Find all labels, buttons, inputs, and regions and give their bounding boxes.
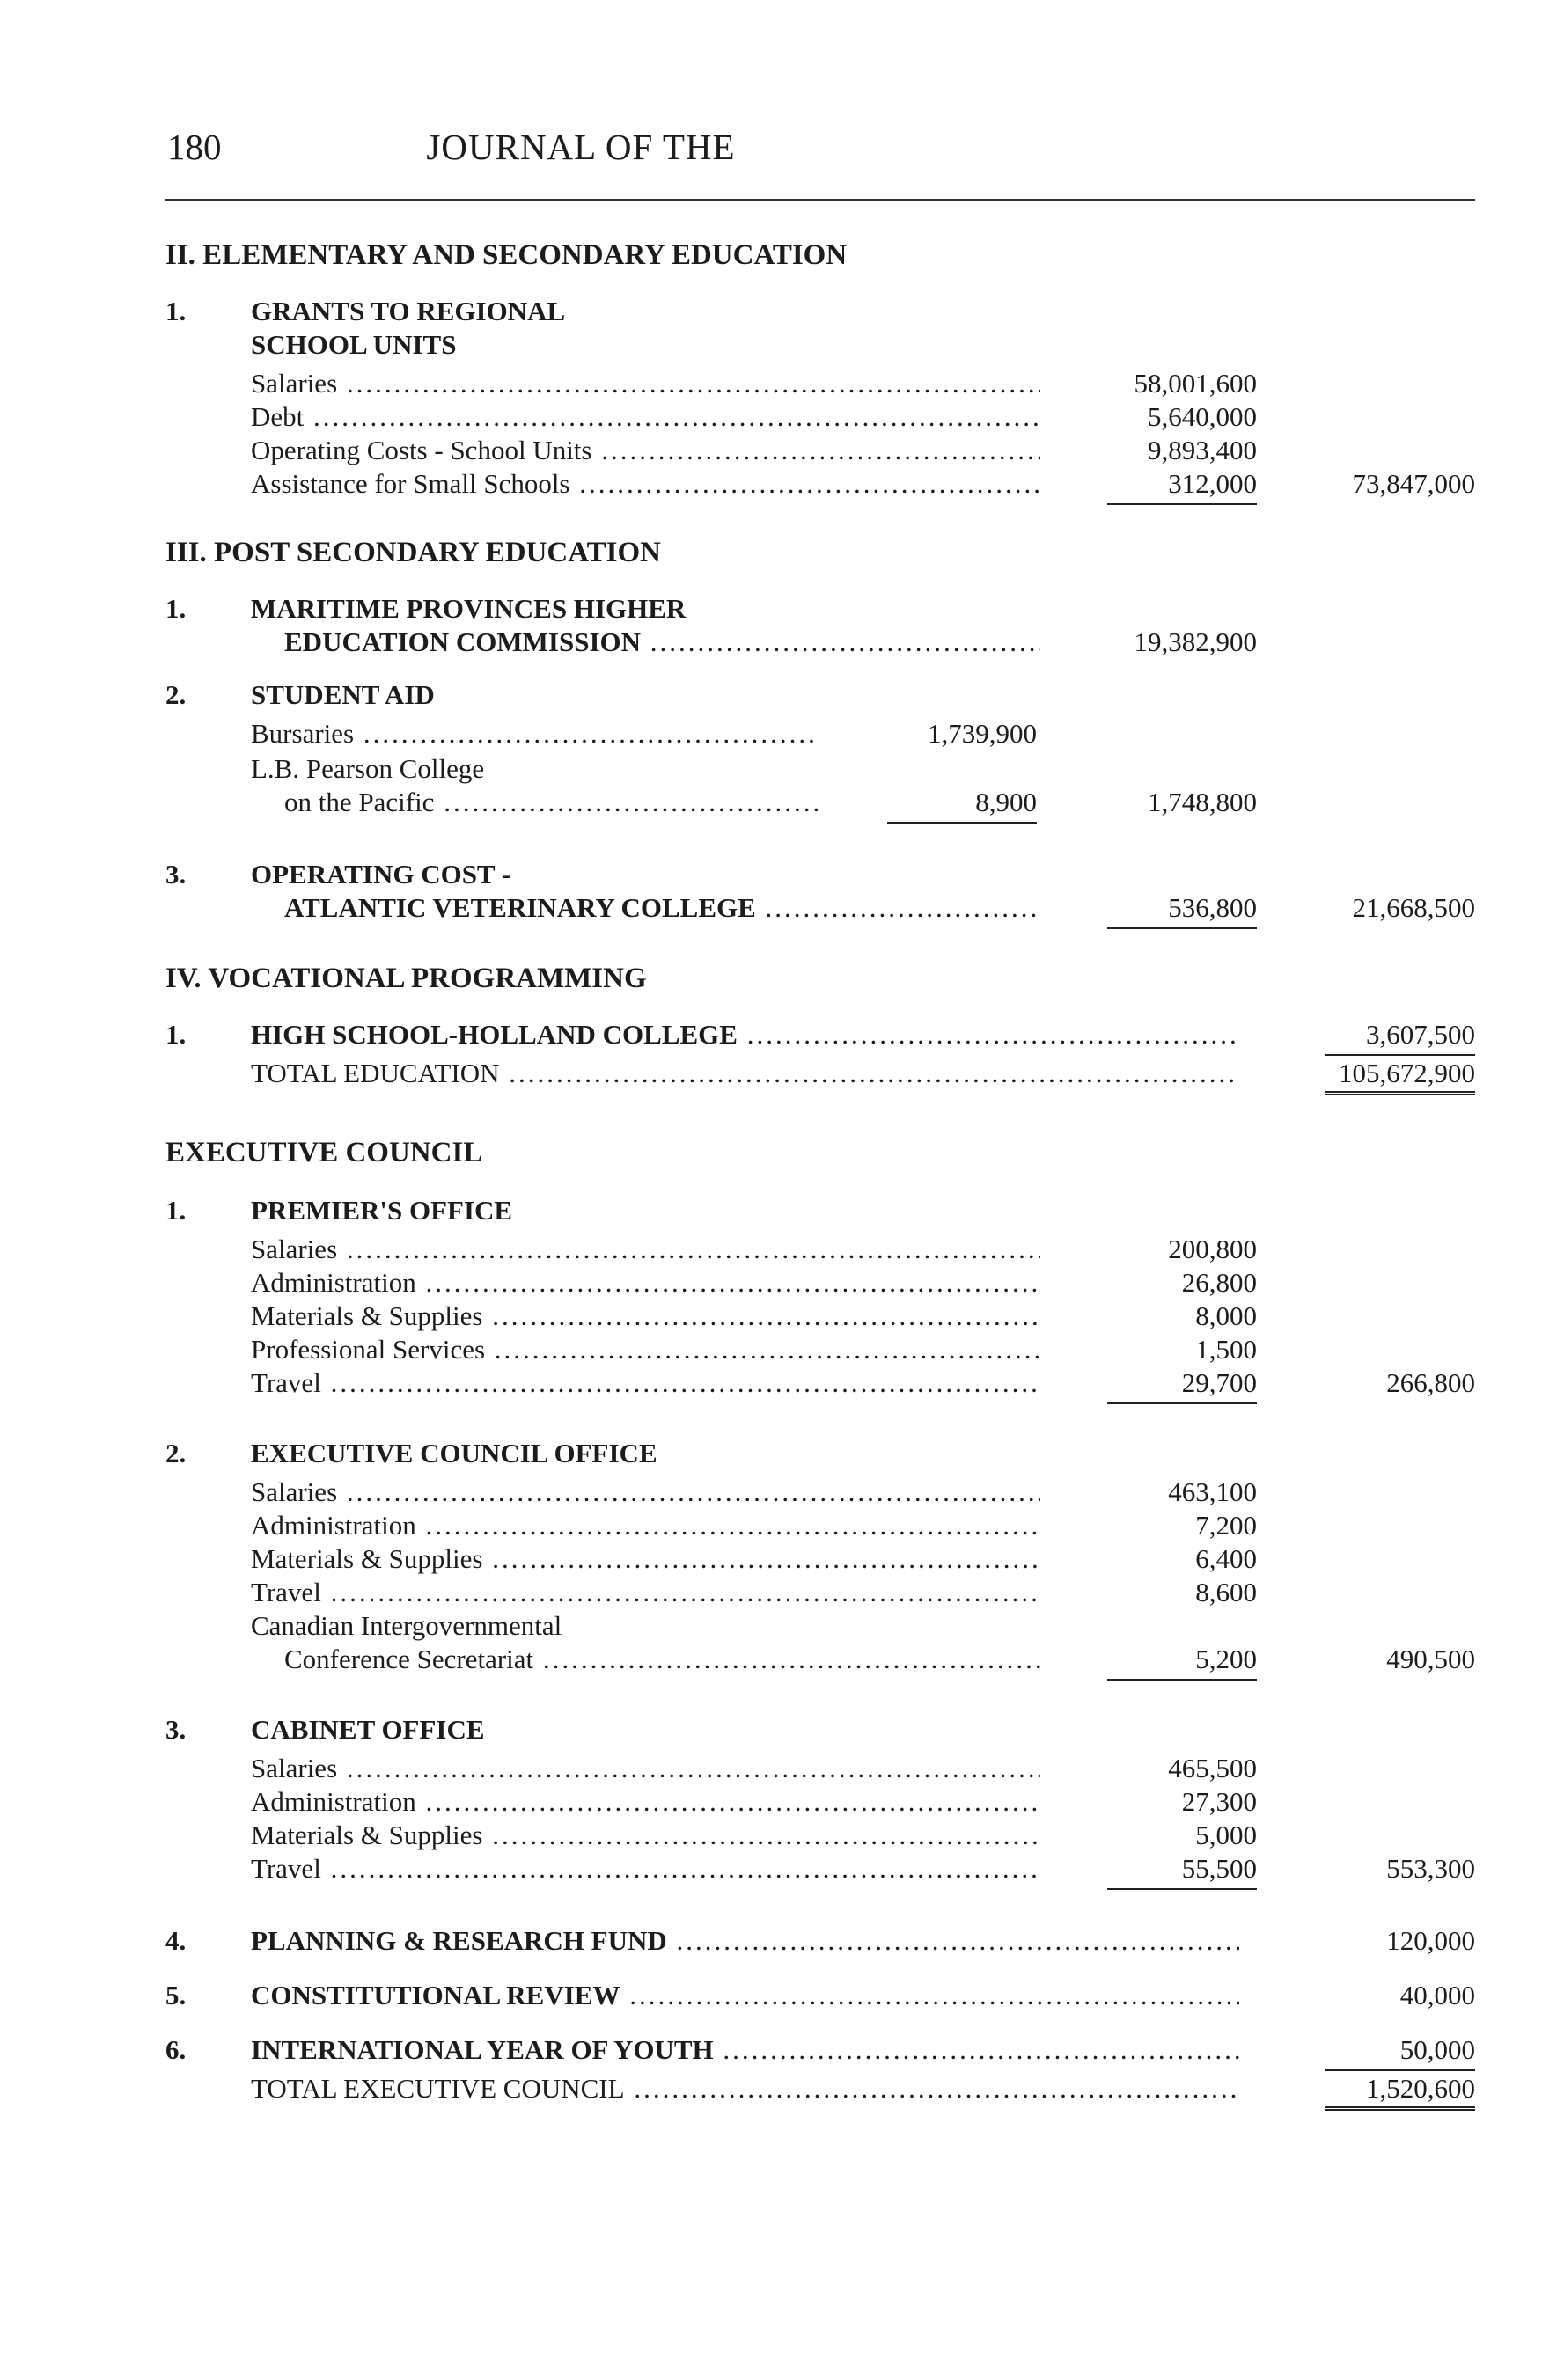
amount-col2: 463,100 xyxy=(1168,1476,1257,1507)
table-row xyxy=(0,1784,1542,1820)
amount-total: 50,000 xyxy=(1325,2032,1475,2071)
amount-col2: 1,500 xyxy=(1195,1334,1257,1365)
line-item-label: Conference Secretariat ..... xyxy=(284,1642,1040,1677)
amount-col2: 8,000 xyxy=(1195,1300,1257,1331)
line-item-label: PREMIER'S OFFICE xyxy=(251,1195,513,1226)
table-row xyxy=(0,1017,1542,1052)
line-item-label: INTERNATIONAL YEAR OF YOUTH ..... xyxy=(251,2032,1239,2068)
line-item-label: Travel ..... xyxy=(251,1575,1040,1610)
line-item-label: Materials & Supplies ..... xyxy=(251,1818,1040,1853)
table-row xyxy=(0,1818,1542,1853)
table-row xyxy=(0,1642,1542,1677)
amount-total: 553,300 xyxy=(1386,1853,1475,1884)
line-item-label: Debt ..... xyxy=(251,399,1040,435)
amount-col1: 1,739,900 xyxy=(928,718,1037,749)
line-item-label: MARITIME PROVINCES HIGHER xyxy=(251,593,687,624)
line-item-label: CABINET OFFICE xyxy=(251,1714,485,1745)
line-item-label: Operating Costs - School Units ..... xyxy=(251,433,1040,468)
line-item-label: Salaries ..... xyxy=(251,1232,1040,1267)
item-number: 5. xyxy=(165,1980,187,2010)
table-row xyxy=(0,2032,1542,2068)
line-item-label: TOTAL EDUCATION ..... xyxy=(251,1056,1239,1091)
page-number: 180 xyxy=(167,127,222,167)
table-row xyxy=(0,677,1542,713)
line-item-label: Materials & Supplies ..... xyxy=(251,1542,1040,1577)
amount-col1: 8,900 xyxy=(887,785,1037,824)
line-item-label: Salaries ..... xyxy=(251,1475,1040,1510)
item-number: 3. xyxy=(165,859,187,890)
amount-total: 3,607,500 xyxy=(1325,1017,1475,1056)
table-row xyxy=(0,591,1542,626)
amount-col2: 5,200 xyxy=(1107,1642,1257,1681)
table-row xyxy=(0,1851,1542,1886)
amount-total: 1,520,600 xyxy=(1325,2071,1475,2111)
line-item-label: Canadian Intergovernmental xyxy=(251,1610,562,1641)
amount-col2: 27,300 xyxy=(1181,1786,1257,1817)
line-item-label: Salaries ..... xyxy=(251,1751,1040,1786)
table-row xyxy=(0,1299,1542,1334)
table-row xyxy=(0,1712,1542,1747)
table-row xyxy=(0,1575,1542,1610)
table-row xyxy=(0,433,1542,468)
amount-col2: 5,640,000 xyxy=(1148,401,1257,432)
amount-col2: 26,800 xyxy=(1181,1267,1257,1298)
amount-col2: 312,000 xyxy=(1107,466,1257,505)
amount-total: 105,672,900 xyxy=(1325,1056,1475,1095)
amount-col2: 9,893,400 xyxy=(1148,435,1257,465)
line-item-label: TOTAL EXECUTIVE COUNCIL ..... xyxy=(251,2071,1239,2106)
amount-col2: 536,800 xyxy=(1107,890,1257,929)
line-item-label: Administration ..... xyxy=(251,1784,1040,1820)
table-row xyxy=(0,1978,1542,2013)
amount-total: 266,800 xyxy=(1386,1367,1475,1398)
amount-total: 40,000 xyxy=(1399,1980,1475,2010)
line-item-label: PLANNING & RESEARCH FUND ..... xyxy=(251,1923,1239,1959)
item-number: 1. xyxy=(165,593,187,624)
item-number: 4. xyxy=(165,1925,187,1956)
table-row xyxy=(0,1193,1542,1228)
amount-total: 21,668,500 xyxy=(1352,892,1475,923)
table-row xyxy=(0,1608,1542,1644)
section-heading-label: III. POST SECONDARY EDUCATION xyxy=(165,537,661,568)
amount-col2: 200,800 xyxy=(1168,1234,1257,1264)
section-heading xyxy=(0,238,1542,273)
line-item-label: GRANTS TO REGIONAL xyxy=(251,296,566,326)
amount-col2: 19,382,900 xyxy=(1134,626,1257,657)
table-row xyxy=(0,1542,1542,1577)
item-number: 6. xyxy=(165,2034,187,2065)
line-item-label: OPERATING COST - xyxy=(251,859,511,890)
line-item-label: Administration ..... xyxy=(251,1265,1040,1300)
amount-total: 120,000 xyxy=(1386,1925,1475,1956)
item-number: 1. xyxy=(165,1019,187,1050)
line-item-label: EXECUTIVE COUNCIL OFFICE xyxy=(251,1438,657,1468)
table-row xyxy=(0,1265,1542,1300)
table-row xyxy=(0,857,1542,892)
amount-col2: 58,001,600 xyxy=(1134,368,1257,399)
line-item-label: CONSTITUTIONAL REVIEW ..... xyxy=(251,1978,1239,2013)
amount-col2: 6,400 xyxy=(1195,1543,1257,1574)
table-row xyxy=(0,1751,1542,1786)
line-item-label: Travel ..... xyxy=(251,1366,1040,1401)
amount-col2: 7,200 xyxy=(1195,1510,1257,1541)
section-heading xyxy=(0,535,1542,570)
amount-total: 490,500 xyxy=(1386,1644,1475,1674)
section-heading xyxy=(0,1135,1542,1170)
table-row xyxy=(0,716,1542,751)
line-item-label: Professional Services ..... xyxy=(251,1332,1040,1367)
amount-col2: 8,600 xyxy=(1195,1577,1257,1607)
table-row xyxy=(0,399,1542,435)
section-heading-label: EXECUTIVE COUNCIL xyxy=(165,1137,483,1168)
item-number: 2. xyxy=(165,1438,187,1468)
header-rule xyxy=(165,199,1475,201)
table-row xyxy=(0,327,1542,362)
line-item-label: HIGH SCHOOL-HOLLAND COLLEGE ..... xyxy=(251,1017,1239,1052)
table-row xyxy=(0,1475,1542,1510)
table-row xyxy=(0,1056,1542,1091)
table-row xyxy=(0,1332,1542,1367)
item-number: 1. xyxy=(165,296,187,326)
line-item-label: Materials & Supplies ..... xyxy=(251,1299,1040,1334)
line-item-label: L.B. Pearson College xyxy=(251,753,485,784)
table-row xyxy=(0,785,1542,820)
line-item-label: Administration ..... xyxy=(251,1508,1040,1543)
amount-col2: 465,500 xyxy=(1168,1753,1257,1783)
page-title: JOURNAL OF THE xyxy=(426,127,736,167)
line-item-label: on the Pacific ..... xyxy=(284,785,819,820)
table-row xyxy=(0,1232,1542,1267)
amount-total: 73,847,000 xyxy=(1352,468,1475,499)
table-row xyxy=(0,294,1542,329)
line-item-label: STUDENT AID xyxy=(251,679,435,710)
table-row xyxy=(0,1923,1542,1959)
section-heading-label: II. ELEMENTARY AND SECONDARY EDUCATION xyxy=(165,239,848,271)
table-row xyxy=(0,1508,1542,1543)
item-number: 3. xyxy=(165,1714,187,1745)
line-item-label: ATLANTIC VETERINARY COLLEGE ..... xyxy=(284,890,1040,926)
table-row xyxy=(0,366,1542,401)
item-number: 2. xyxy=(165,679,187,710)
amount-col2: 1,748,800 xyxy=(1148,787,1257,817)
section-heading xyxy=(0,961,1542,996)
section-heading-label: IV. VOCATIONAL PROGRAMMING xyxy=(165,963,647,994)
line-item-label: EDUCATION COMMISSION ..... xyxy=(284,625,1040,660)
amount-col2: 5,000 xyxy=(1195,1820,1257,1850)
line-item-label: Bursaries ..... xyxy=(251,716,819,751)
table-row xyxy=(0,625,1542,660)
line-item-label: SCHOOL UNITS xyxy=(251,329,457,360)
amount-col2: 29,700 xyxy=(1107,1366,1257,1404)
table-row xyxy=(0,1366,1542,1401)
table-row xyxy=(0,890,1542,926)
table-row xyxy=(0,2071,1542,2106)
line-item-label: Assistance for Small Schools ..... xyxy=(251,466,1040,502)
table-row xyxy=(0,751,1542,787)
table-row xyxy=(0,1436,1542,1471)
amount-col2: 55,500 xyxy=(1107,1851,1257,1890)
table-row xyxy=(0,466,1542,502)
item-number: 1. xyxy=(165,1195,187,1226)
line-item-label: Salaries ..... xyxy=(251,366,1040,401)
line-item-label: Travel ..... xyxy=(251,1851,1040,1886)
